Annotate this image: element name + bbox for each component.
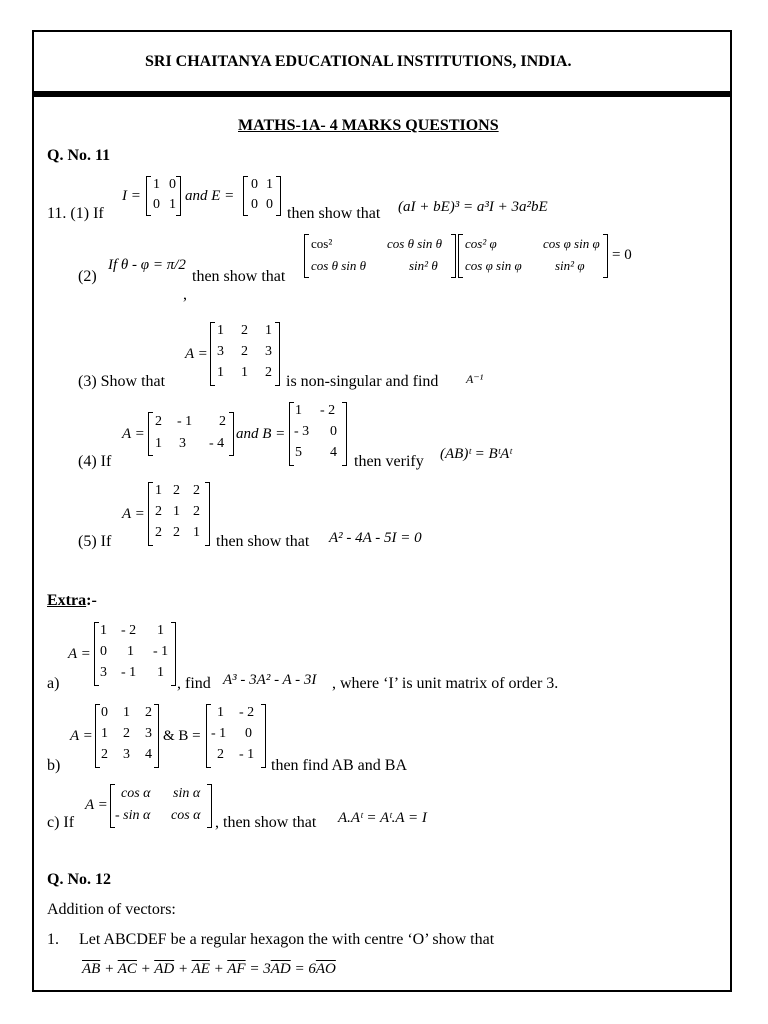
matrix-Aa: 1 - 2 1 0 1 - 1 3 - 1 1 (94, 622, 176, 686)
matrix-A3: 1 2 1 3 2 3 1 1 2 (210, 322, 280, 386)
q11-p4-text: then verify (354, 453, 424, 470)
q11-p2-comma: , (183, 286, 187, 303)
extra-a-text2: , where ‘I’ is unit matrix of order 3. (332, 675, 559, 692)
extra-c-label: c) If (47, 814, 75, 831)
q11-p5-eq: A² - 4A - 5I = 0 (329, 530, 422, 546)
matrix-I: 1 0 0 1 (146, 176, 181, 216)
matrix-phi: cos² φ cos φ sin φ cos φ sin φ sin² φ (458, 234, 608, 278)
q11-p1-I-lhs: I = (122, 188, 141, 204)
q11-p2-rhs: = 0 (612, 247, 632, 263)
extra-b-text: then find AB and BA (271, 757, 407, 774)
q11-p3-label: (3) Show that (78, 373, 166, 390)
extra-heading: Extra:- (47, 592, 97, 609)
q11-p3-text: is non-singular and find (286, 373, 439, 390)
matrix-Bb: 1 - 2 - 1 0 2 - 1 (206, 704, 266, 768)
q11-p2-text: then show that (192, 268, 286, 285)
extra-b-and: & B = (163, 728, 201, 744)
q11-p4-label: (4) If (78, 453, 112, 470)
extra-a-find: , find (177, 675, 211, 692)
q11-p5-label: (5) If (78, 533, 112, 550)
section-title: MATHS-1A- 4 MARKS QUESTIONS (238, 117, 499, 134)
q11-heading: Q. No. 11 (47, 147, 111, 164)
q12-item-text: Let ABCDEF be a regular hexagon the with centre ‘O’ show that (79, 931, 495, 948)
q11-p4-eq: (AB)ᵗ = BᵗAᵗ (440, 446, 512, 462)
q11-p4-lhs: A = (122, 426, 145, 442)
extra-a-expr: A³ - 3A² - A - 3I (223, 672, 317, 688)
q12-topic: Addition of vectors: (47, 901, 176, 918)
extra-a-lhs: A = (68, 646, 91, 662)
q11-p4-and: and B = (236, 426, 286, 442)
matrix-Ac: cos α sin α - sin α cos α (110, 784, 212, 828)
institution-title: SRI CHAITANYA EDUCATIONAL INSTITUTIONS, INDIA. (145, 53, 572, 70)
extra-c-lhs: A = (85, 797, 108, 813)
matrix-theta: cos² cos θ sin θ cos θ sin θ sin² θ (304, 234, 456, 278)
extra-b-label: b) (47, 757, 61, 774)
matrix-B4: 1 - 2 - 3 0 5 4 (289, 402, 347, 466)
matrix-A5: 1 2 2 2 1 2 2 2 1 (148, 482, 210, 546)
q11-p3-lhs: A = (185, 346, 208, 362)
extra-a-label: a) (47, 675, 60, 692)
matrix-E: 0 1 0 0 (243, 176, 281, 216)
q11-p1-text: then show that (287, 205, 381, 222)
matrix-Ab: 0 1 2 1 2 3 2 3 4 (95, 704, 159, 768)
q11-p1-label: 11. (1) If (47, 205, 104, 222)
extra-c-text: , then show that (215, 814, 317, 831)
q11-p2-label: (2) (78, 268, 97, 285)
q11-p1-eq: (aI + bE)³ = a³I + 3a²bE (398, 199, 548, 215)
q11-p5-text: then show that (216, 533, 310, 550)
q12-heading: Q. No. 12 (47, 871, 111, 888)
q11-p5-lhs: A = (122, 506, 145, 522)
matrix-A4: 2 - 1 2 1 3 - 4 (148, 412, 234, 456)
q12-vector-eq: $\overline{AB} + \overline{AC} + \overline{AD} + \overline{AE} + \overline{AF} = 3\overline{AD} = 6\overline{AO}$ (82, 961, 336, 977)
q11-p3-inv: A⁻¹ (466, 372, 484, 386)
q11-p1-and: and E = (185, 188, 235, 204)
q11-p2-cond: If θ - φ = π/2 (108, 257, 186, 273)
extra-c-eq: A.Aᵗ = Aᵗ.A = I (338, 810, 427, 826)
q12-item-num: 1. (47, 931, 59, 948)
header-divider (34, 91, 732, 97)
extra-b-lhs: A = (70, 728, 93, 744)
